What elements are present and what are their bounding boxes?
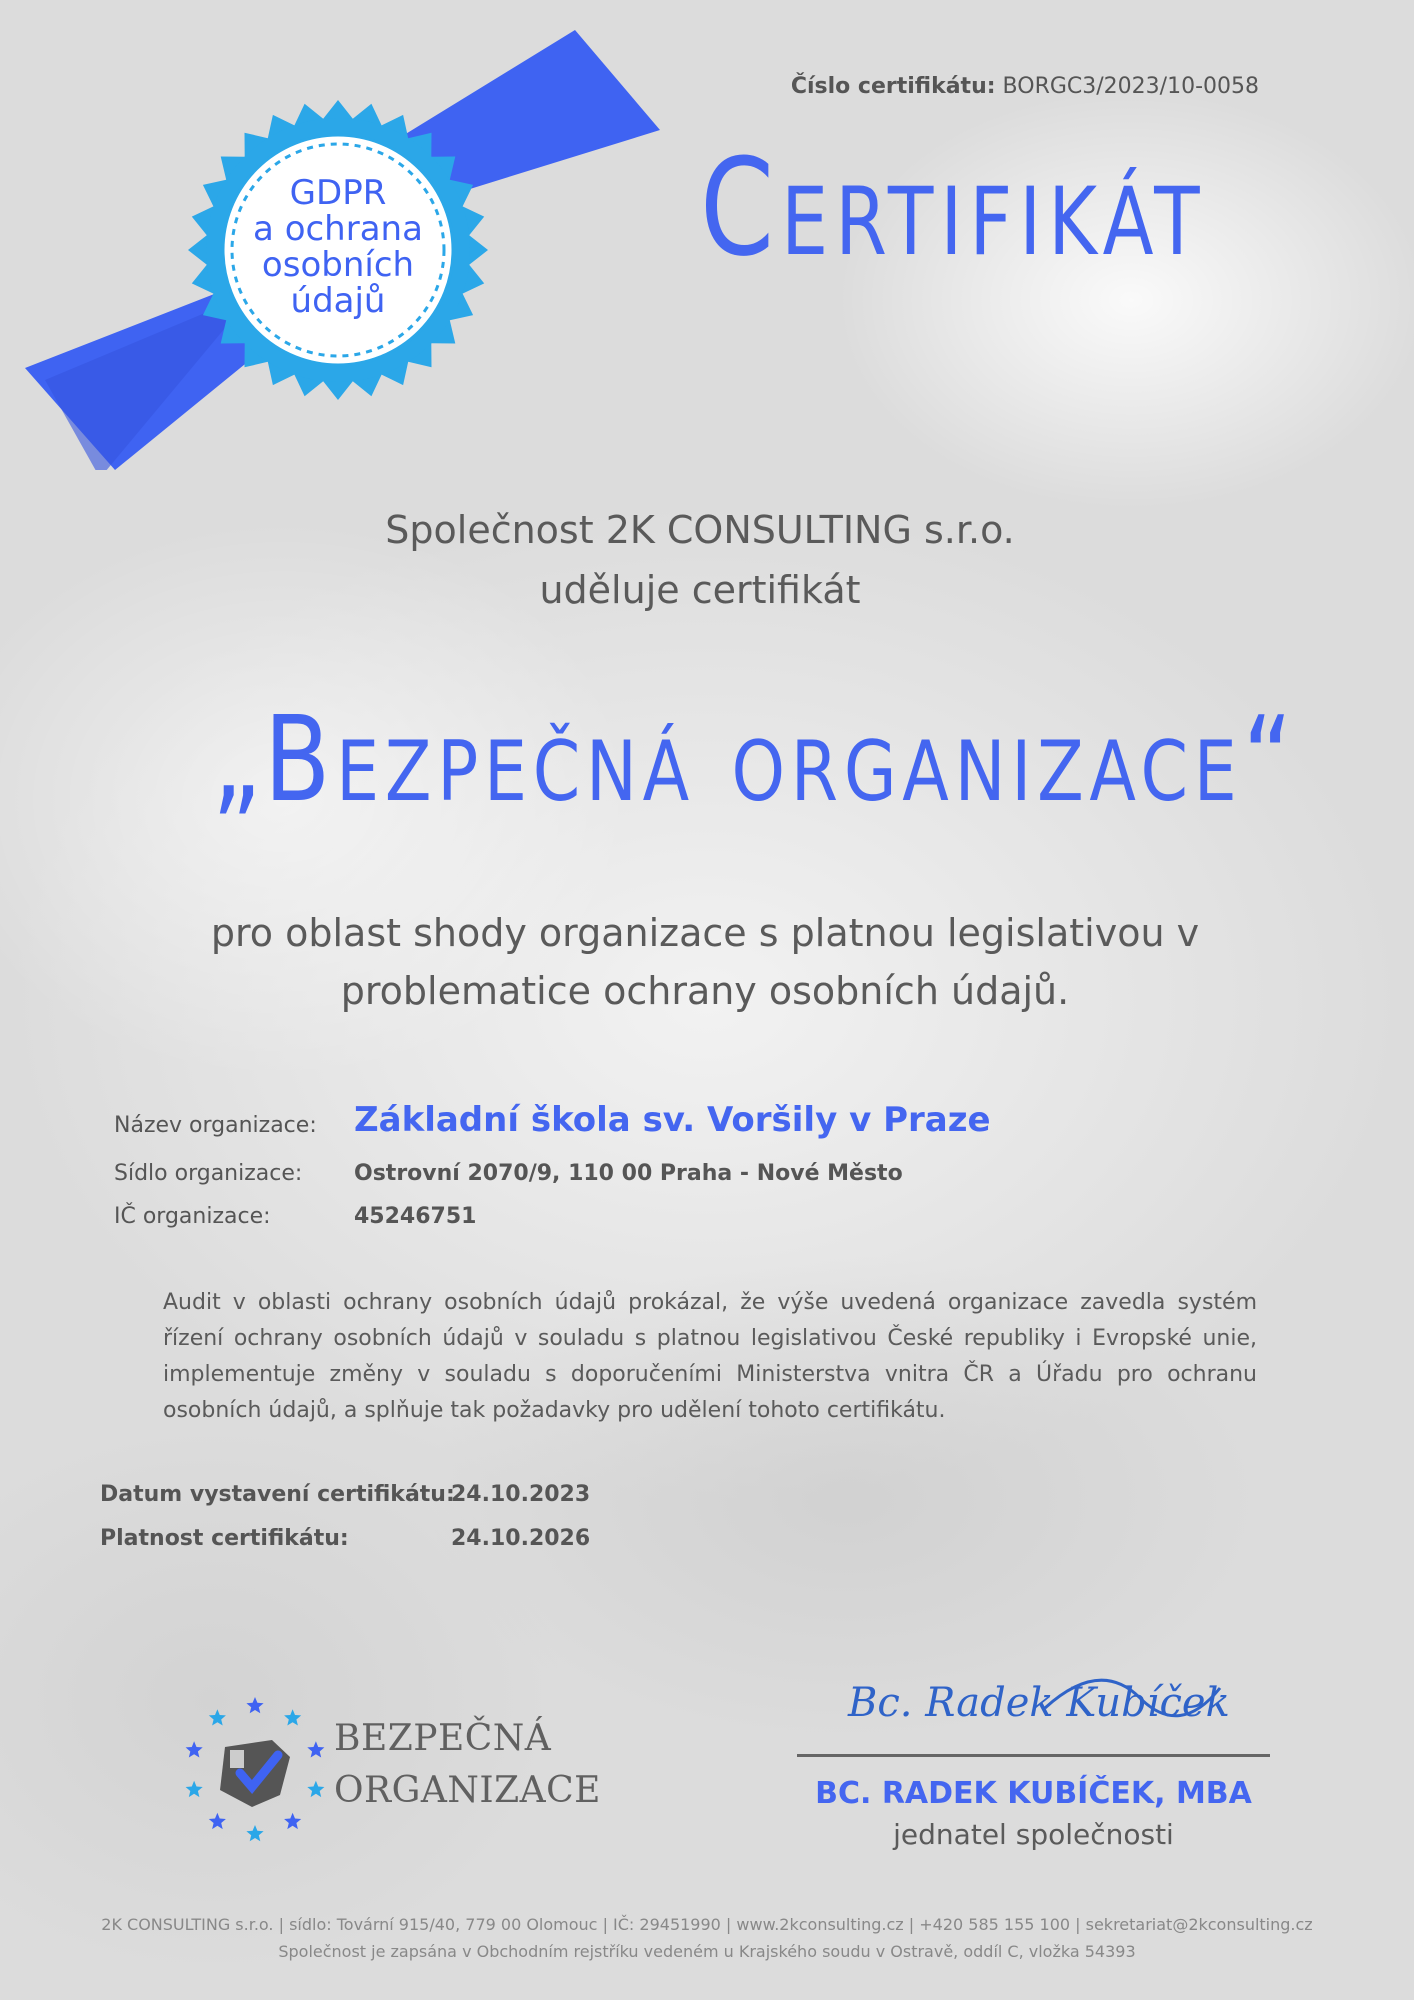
- signer-name: BC. RADEK KUBÍČEK, MBA: [815, 1776, 1252, 1811]
- badge-text: [213, 175, 463, 319]
- issuing-company: Společnost 2K CONSULTING s.r.o.: [385, 508, 1015, 552]
- validity-date-label: Platnost certifikátu:: [100, 1526, 349, 1551]
- scope-text: [140, 904, 1270, 1020]
- signature-text: Bc. Radek Kubíček: [848, 1680, 1230, 1726]
- logo-star-icon: [209, 1709, 226, 1725]
- bezpecna-organizace-logo-icon: [180, 1695, 330, 1845]
- logo-star-icon: [186, 1781, 203, 1797]
- logo-star-icon: [307, 1781, 324, 1797]
- footer-registry-line: Společnost je zapsána v Obchodním rejstříku vedeném u Krajského soudu v Ostravě, oddíl C, vložka 54393: [278, 1942, 1136, 1961]
- org-name-label: Název organizace:: [114, 1113, 317, 1138]
- certificate-number: [791, 74, 1259, 99]
- logo-star-icon: [307, 1741, 324, 1757]
- org-seat-value: Ostrovní 2070/9, 110 00 Praha - Nové Město: [354, 1161, 903, 1186]
- badge-line-2: a ochrana: [253, 209, 423, 249]
- scope-line-2: problematice ochrany osobních údajů.: [340, 969, 1070, 1013]
- org-seat-label: Sídlo organizace:: [114, 1161, 303, 1186]
- certificate-number-value: BORGC3/2023/10-0058: [1002, 74, 1259, 99]
- logo-star-icon: [246, 1697, 263, 1713]
- signer-role: jednatel společnosti: [893, 1818, 1174, 1851]
- certificate-number-label: Číslo certifikátu:: [790, 74, 996, 99]
- issued-date-value: 24.10.2023: [451, 1482, 591, 1507]
- issued-date-label: Datum vystavení certifikátu:: [100, 1482, 455, 1507]
- badge-line-4: údajů: [290, 281, 386, 321]
- logo-star-icon: [284, 1709, 301, 1725]
- award-name: „Bezpečná organizace“: [211, 690, 1299, 828]
- badge-line-3: osobních: [261, 245, 415, 285]
- badge-line-1: GDPR: [289, 173, 387, 213]
- handwritten-signature: [840, 1648, 1230, 1738]
- logo-star-icon: [246, 1825, 263, 1841]
- logo-text-line-2: ORGANIZACE: [334, 1770, 601, 1811]
- validity-date-value: 24.10.2026: [451, 1526, 591, 1551]
- audit-paragraph: Audit v oblasti ochrany osobních údajů prokázal, že výše uvedená organizace zavedla systém řízení ochrany osobních údajů v souladu s platnou legislativou České republiky i Evropské unie, implementuje změny v souladu s doporučeními Ministerstva vnitra ČR a Úřadu pro ochranu osobních údajů, a splňuje tak požadavky pro udělení tohoto certifikátu.: [163, 1290, 1257, 1423]
- signature-line: [797, 1754, 1270, 1757]
- footer-contact-line: 2K CONSULTING s.r.o. | sídlo: Tovární 915/40, 779 00 Olomouc | IČ: 29451990 | www.2kconsulting.cz | +420 585 155 100 | sekretariat@2kconsulting.cz: [101, 1915, 1313, 1934]
- org-id-value: 45246751: [354, 1204, 477, 1229]
- grants-text: uděluje certifikát: [539, 568, 861, 612]
- certificate-title: Certifikát: [700, 130, 1207, 286]
- logo-text-line-1: BEZPEČNÁ: [334, 1718, 552, 1759]
- logo-star-icon: [209, 1813, 226, 1829]
- logo-star-icon: [186, 1741, 203, 1757]
- scope-line-1: pro oblast shody organizace s platnou legislativou v: [210, 911, 1200, 955]
- org-name-value: Základní škola sv. Voršily v Praze: [354, 1100, 991, 1140]
- org-id-label: IČ organizace:: [114, 1204, 271, 1229]
- logo-star-icon: [284, 1813, 301, 1829]
